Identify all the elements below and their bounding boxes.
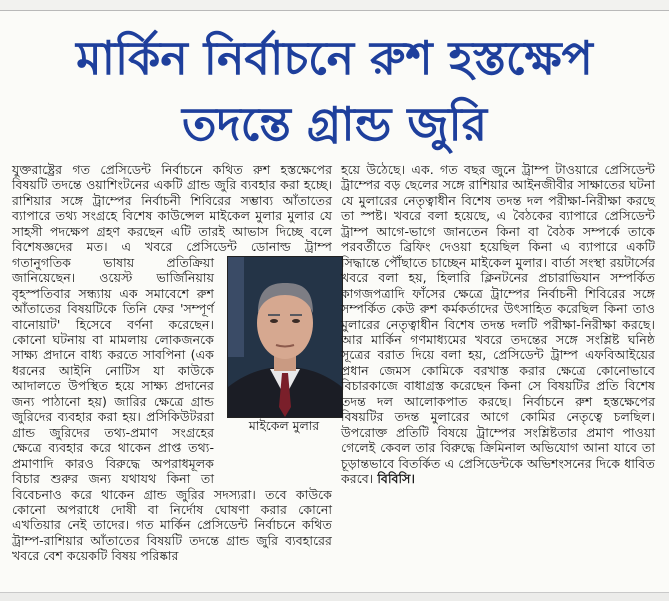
page-top-edge <box>0 0 669 11</box>
article-text-left: যুক্তরাষ্ট্রের গত প্রেসিডেন্ট নির্বাচনে কথিত রুশ হস্তক্ষেপের বিষয়টি তদন্তে ওয়াশিংটনের একটি গ্রান্ড জুরি ব্যবহার করা হচ্ছে। রাশিয়ার সঙ্গে ট্রাম্পের নির্বাচনী শিবিরের সম্ভাব্য আঁতাতের ব্যাপারে তথ্য সংগ্রহে বিশেষ কাউন্সেল মাইকেল মুলার মুলার যে সাহসী পদক্ষেপ গ্রহণ করছেন এটি তারই আভাস দিচ্ছে বলে বিশেষজ্ঞদের মত। এ খবরে প্রেসিডেন্ট ডোনাল্ড ট্রাম্প গতানুগতিক ভাষায় প্রতিক্রিয়া জানিয়েছেন। ওয়েস্ট ভার্জিনিয়ায় বৃহস্পতিবার সন্ধ্যায় এক সমাবেশে রুশ আঁতাতের বিষয়টিকে তিনি ফের 'সম্পূর্ণ বানোয়াট' হিসেবে বর্ণনা করেছেন। কোনো ঘটনায় বা মামলায় লোকজনকে সাক্ষ্য প্রদানে বাধ্য করতে সাবপিনা (এক ধরনের আইনি নোটিস যা কাউকে আদালতে উপস্থিত হয়ে সাক্ষ্য প্রদানের জন্য পাঠানো হয়) জারির ক্ষেত্রে গ্রান্ড জুরিদের ব্যবহার করা হয়। প্রসিকিউটররা গ্রান্ড জুরিদের তথ্য-প্রমাণ সংগ্রহের ক্ষেত্রে ব্যবহার করে থাকেন প্রাপ্ত তথ্য-প্রমাণাদি কারও বিরুদ্ধে অপরাধমূলক বিচার শুরুর জন্য যথাযথ কিনা তা বিবেচনাও করে থাকেন গ্রান্ড জুরির সদস্যরা। তবে কাউকে কোনো অপরাধে দোষী বা নির্দোষ ঘোষণা করার কোনো এখতিয়ার নেই তাদের। গত মার্কিন প্রেসিডেন্ট নির্বাচনে কথিত ট্রাম্প-রাশিয়ার আঁতাতের বিষয়টি তদন্তে গ্রান্ড জুরি ব্যবহারের খবরে বেশ কয়েকটি বিষয় পরিষ্কার <box>12 162 332 564</box>
headline-line-1: মার্কিন নির্বাচনে রুশ হস্তক্ষেপ <box>76 31 593 85</box>
article-text-right-body: হয়ে উঠেছে। এক. গত বছর জুনে ট্রাম্প টাওয়ারে প্রেসিডেন্ট ট্রাম্পের বড় ছেলের সঙ্গে রাশিয়ার আইনজীবীর সাক্ষাতের ঘটনা যে মুলারের নেতৃত্বাধীন বিশেষ তদন্ত দল পরীক্ষা-নিরীক্ষা করছে তা স্পষ্ট। খবরে বলা হয়েছে, এ বৈঠকের ব্যাপারে প্রেসিডেন্ট ট্রাম্প আগে-ভাগে জানতেন কিনা বা বৈঠক সম্পর্কে তাকে পরবর্তীতে ব্রিফিং দেওয়া হয়েছিল কিনা এ ব্যাপারে একটি সিদ্ধান্তে পৌঁছাতে চাচ্ছেন মাইকেল মুলার। বার্তা সংস্থা রয়টার্সের খবরে বলা হয়, হিলারি ক্লিনটনের প্রচারাভিযান সম্পর্কিত কাগজপত্রাদি ফাঁসের ক্ষেত্রে ট্রাম্পের নির্বাচনী শিবিরের সঙ্গে সম্পর্কিত কেউ রুশ কর্মকর্তাদের উৎসাহিত করেছিল কিনা তাও মুলারের নেতৃত্বাধীন বিশেষ তদন্ত দলটি পরীক্ষা-নিরীক্ষা করছে। আর মার্কিন গণমাধ্যমের খবরে তদন্তের সঙ্গে সংশ্লিষ্ট ঘনিষ্ঠ সূত্রের বরাত দিয়ে বলা হয়, প্রেসিডেন্ট ট্রাম্প এফবিআইয়ের প্রধান জেমস কোমিকে বরখাস্ত করার ক্ষেত্রে কোনোভাবে বিচারকাজে বাধাগ্রস্ত করেছেন কিনা সে বিষয়টির প্রতি বিশেষ তদন্ত দল আলোকপাত করছে। নির্বাচনে রুশ হস্তক্ষেপের বিষয়টির তদন্ত মুলারের আগে কোমির নেতৃত্বে চলছিল। উপরোক্ত প্রতিটি বিষয়ে ট্রাম্পের সংশ্লিষ্টতার প্রমাণ পাওয়া গেলেই কেবল তার বিরুদ্ধে ক্রিমিনাল অভিযোগ আনা যাবে তা চূড়ান্তভাবে বিতর্কিত এ প্রেসিডেন্টকে অভিশংসনের দিকে ধাবিত করবে। <box>341 162 655 487</box>
photo-caption: মাইকেল মুলার <box>248 418 320 433</box>
headline-line-2: তদন্তে গ্রান্ড জুরি <box>181 97 488 151</box>
robert-mueller-photo <box>227 256 343 418</box>
article-column-right <box>341 162 655 487</box>
article-text-right <box>341 162 655 487</box>
source-byline: বিবিসি। <box>377 471 415 487</box>
portrait-illustration <box>228 257 342 417</box>
